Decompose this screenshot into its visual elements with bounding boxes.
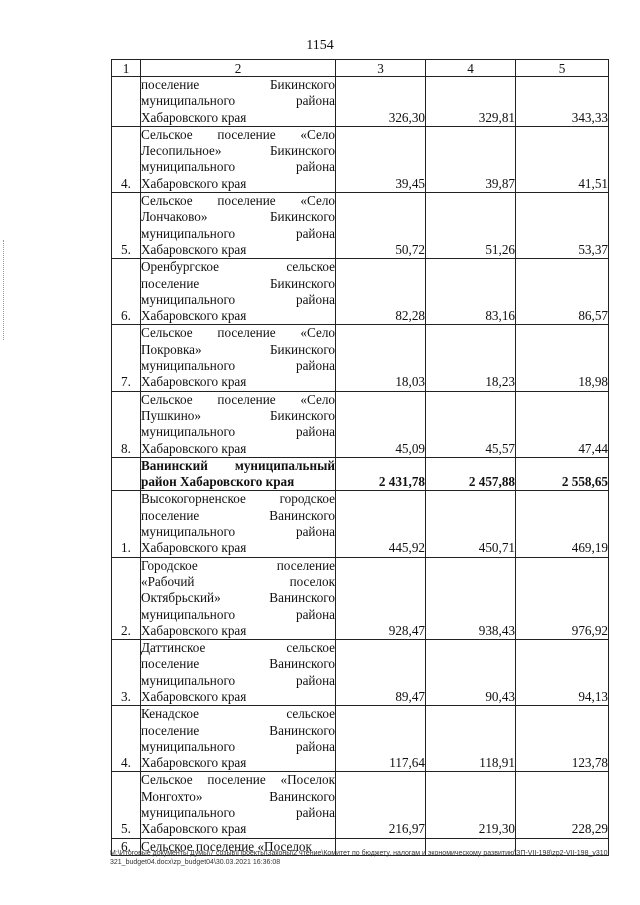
municipality-name bbox=[141, 77, 336, 127]
name-line: Хабаровского края bbox=[141, 540, 247, 556]
row-number: 5. bbox=[112, 772, 141, 838]
row-number: 3. bbox=[112, 640, 141, 706]
margin-mark bbox=[3, 240, 5, 340]
municipality-name bbox=[141, 259, 336, 325]
value-cell: 83,16 bbox=[426, 259, 516, 325]
page-number: 1154 bbox=[306, 38, 334, 53]
municipality-name bbox=[141, 126, 336, 192]
table-row bbox=[112, 77, 609, 127]
value-cell: 45,09 bbox=[336, 391, 426, 457]
value-cell: 118,91 bbox=[426, 706, 516, 772]
row-number: 4. bbox=[112, 126, 141, 192]
name-line: Сельское поселение «Село bbox=[141, 126, 335, 142]
value-cell: 2 431,78 bbox=[336, 457, 426, 491]
value-cell: 39,87 bbox=[426, 126, 516, 192]
value-cell: 47,44 bbox=[516, 391, 609, 457]
value-cell: 18,23 bbox=[426, 325, 516, 391]
name-line: Хабаровского края bbox=[141, 374, 247, 390]
name-line: Кенадское сельское bbox=[141, 706, 335, 722]
name-line: муниципального района bbox=[141, 291, 335, 307]
name-line: Монгохто» Ванинского bbox=[141, 788, 335, 804]
table-row bbox=[112, 325, 609, 391]
value-cell: 216,97 bbox=[336, 772, 426, 838]
name-line: «Рабочий поселок bbox=[141, 573, 335, 589]
name-line: поселение Бикинского bbox=[141, 275, 335, 291]
name-line: Хабаровского края bbox=[141, 821, 247, 837]
value-cell: 53,37 bbox=[516, 193, 609, 259]
table-row bbox=[112, 640, 609, 706]
municipality-name bbox=[141, 706, 336, 772]
row-number: 8. bbox=[112, 391, 141, 457]
table-row bbox=[112, 491, 609, 557]
value-cell: 219,30 bbox=[426, 772, 516, 838]
table-row bbox=[112, 193, 609, 259]
value-cell: 89,47 bbox=[336, 640, 426, 706]
municipality-name bbox=[141, 193, 336, 259]
table-row bbox=[112, 259, 609, 325]
file-path-footer: M:\Итоговые документы Думы\7 созыв\Проекты\Законы\2 чтение\Комитет по бюджету, налогам и экономическому развитию\ЗП-VII-198\zp2-VII-198_v310321_budget04.docx\zp_budget04\30.03.2021 16:36:08 bbox=[110, 850, 608, 866]
value-cell: 938,43 bbox=[426, 557, 516, 639]
name-line: Хабаровского края bbox=[141, 688, 247, 704]
table-row bbox=[112, 391, 609, 457]
value-cell: 2 558,65 bbox=[516, 457, 609, 491]
name-line: Хабаровского края bbox=[141, 175, 247, 191]
column-header: 4 bbox=[426, 60, 516, 77]
municipality-name bbox=[141, 640, 336, 706]
municipality-name bbox=[141, 557, 336, 639]
name-line: Хабаровского края bbox=[141, 241, 247, 257]
table-body bbox=[112, 77, 609, 856]
row-number bbox=[112, 457, 141, 491]
value-cell: 18,98 bbox=[516, 325, 609, 391]
value-cell: 41,51 bbox=[516, 126, 609, 192]
value-cell: 94,13 bbox=[516, 640, 609, 706]
name-line: Пушкино» Бикинского bbox=[141, 407, 335, 423]
name-line: Сельское поселение «Поселок bbox=[141, 838, 312, 854]
name-line: муниципального района bbox=[141, 606, 335, 622]
header-row bbox=[112, 60, 609, 77]
value-cell: 82,28 bbox=[336, 259, 426, 325]
value-cell: 228,29 bbox=[516, 772, 609, 838]
value-cell: 326,30 bbox=[336, 77, 426, 127]
name-line: Оренбургское сельское bbox=[141, 259, 335, 275]
table-row bbox=[112, 772, 609, 838]
name-line: Покровка» Бикинского bbox=[141, 341, 335, 357]
value-cell: 469,19 bbox=[516, 491, 609, 557]
name-line: Ванинский муниципальный bbox=[141, 457, 335, 473]
value-cell: 329,81 bbox=[426, 77, 516, 127]
value-cell: 45,57 bbox=[426, 391, 516, 457]
name-line: муниципального района bbox=[141, 738, 335, 754]
value-cell: 976,92 bbox=[516, 557, 609, 639]
municipality-name bbox=[141, 325, 336, 391]
row-number: 2. bbox=[112, 557, 141, 639]
name-line: поселение Бикинского bbox=[141, 77, 335, 92]
value-cell: 117,64 bbox=[336, 706, 426, 772]
name-line: Лончаково» Бикинского bbox=[141, 209, 335, 225]
name-line: Сельское поселение «Село bbox=[141, 193, 335, 209]
name-line: Сельское поселение «Село bbox=[141, 325, 335, 341]
name-line: муниципального района bbox=[141, 159, 335, 175]
table-row bbox=[112, 126, 609, 192]
value-cell: 123,78 bbox=[516, 706, 609, 772]
name-line: Сельское поселение «Село bbox=[141, 391, 335, 407]
value-cell: 51,26 bbox=[426, 193, 516, 259]
name-line: район Хабаровского края bbox=[141, 474, 295, 490]
municipality-name bbox=[141, 772, 336, 838]
row-number: 6. bbox=[112, 259, 141, 325]
row-number bbox=[112, 77, 141, 127]
name-line: муниципального района bbox=[141, 93, 335, 109]
name-line: Сельское поселение «Поселок bbox=[141, 772, 335, 788]
municipality-name bbox=[141, 391, 336, 457]
row-number: 5. bbox=[112, 193, 141, 259]
name-line: муниципального района bbox=[141, 805, 335, 821]
value-cell: 2 457,88 bbox=[426, 457, 516, 491]
value-cell: 450,71 bbox=[426, 491, 516, 557]
value-cell: 39,45 bbox=[336, 126, 426, 192]
name-line: Хабаровского края bbox=[141, 440, 247, 456]
column-header: 2 bbox=[141, 60, 336, 77]
name-line: Хабаровского края bbox=[141, 755, 247, 771]
row-number: 7. bbox=[112, 325, 141, 391]
column-header: 3 bbox=[336, 60, 426, 77]
name-line: Октябрьский» Ванинского bbox=[141, 590, 335, 606]
name-line: Лесопильное» Бикинского bbox=[141, 143, 335, 159]
name-line: муниципального района bbox=[141, 358, 335, 374]
row-number: 4. bbox=[112, 706, 141, 772]
name-line: Даттинское сельское bbox=[141, 640, 335, 656]
value-cell: 90,43 bbox=[426, 640, 516, 706]
value-cell: 928,47 bbox=[336, 557, 426, 639]
value-cell: 18,03 bbox=[336, 325, 426, 391]
value-cell: 86,57 bbox=[516, 259, 609, 325]
name-line: поселение Ванинского bbox=[141, 656, 335, 672]
column-header: 5 bbox=[516, 60, 609, 77]
name-line: поселение Ванинского bbox=[141, 722, 335, 738]
name-line: Городское поселение bbox=[141, 557, 335, 573]
table-row bbox=[112, 557, 609, 639]
name-line: муниципального района bbox=[141, 424, 335, 440]
budget-table bbox=[111, 59, 609, 856]
name-line: муниципального района bbox=[141, 225, 335, 241]
row-number: 1. bbox=[112, 491, 141, 557]
name-line: муниципального района bbox=[141, 524, 335, 540]
name-line: Хабаровского края bbox=[141, 308, 247, 324]
name-line: Хабаровского края bbox=[141, 109, 247, 125]
value-cell: 50,72 bbox=[336, 193, 426, 259]
table-row bbox=[112, 706, 609, 772]
column-header: 1 bbox=[112, 60, 141, 77]
table-row-total bbox=[112, 457, 609, 491]
name-line: муниципального района bbox=[141, 672, 335, 688]
municipality-name bbox=[141, 457, 336, 491]
name-line: поселение Ванинского bbox=[141, 507, 335, 523]
value-cell: 445,92 bbox=[336, 491, 426, 557]
name-line: Хабаровского края bbox=[141, 622, 247, 638]
row-number: 6. bbox=[112, 838, 141, 855]
municipality-name bbox=[141, 491, 336, 557]
value-cell: 343,33 bbox=[516, 77, 609, 127]
name-line: Высокогорненское городское bbox=[141, 491, 335, 507]
